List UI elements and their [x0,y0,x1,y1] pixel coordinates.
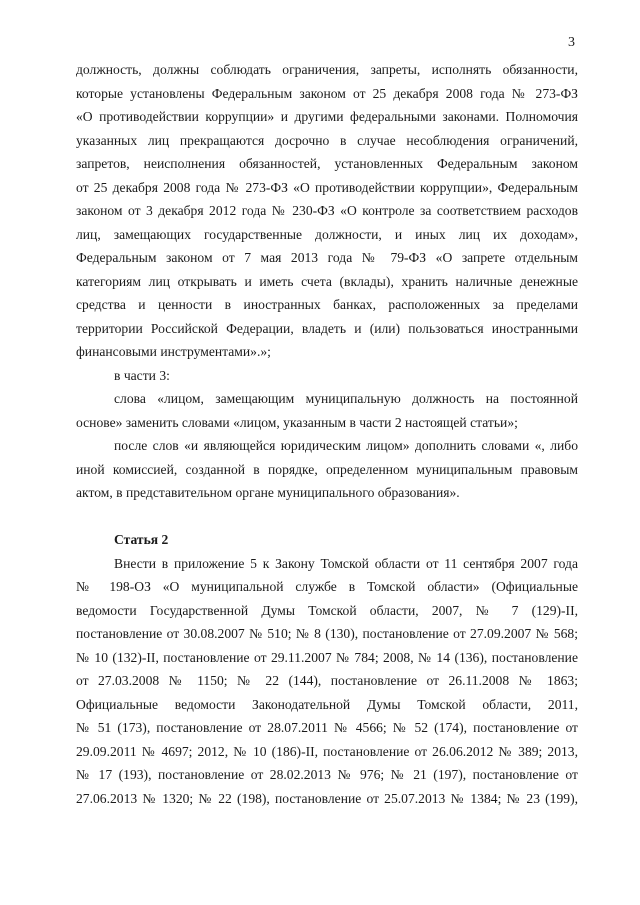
text-line: которые установлены Федеральным законом от 25 декабря 2008 года № 273-ФЗ [76,85,578,101]
text-line: № 17 (193), постановление от 28.02.2013 № 976; № 21 (197), постановление от [76,767,578,782]
text-line: должность, должны соблюдать ограничения, запреты, исполнять обязанности, [76,62,578,77]
text-line: от 25 декабря 2008 года № 273-ФЗ «О противодействии коррупции», Федеральным [76,179,578,195]
text-line: иной комиссией, созданной в порядке, определенном муниципальным правовым [76,461,578,477]
text-line: № 198-ОЗ «О муниципальной службе в Томской области» (Официальные [76,579,578,594]
text-line: Федеральным законом от 7 мая 2013 года № 79-ФЗ «О запрете отдельным [76,250,578,265]
text-line: слова «лицом, замещающим муниципальную должность на постоянной [114,391,578,406]
text-line: лиц, замещающих государственные должности, и иных лиц их доходам», [76,226,578,242]
text-line: средства и ценности в иностранных банках, расположенных за пределами [76,297,578,312]
text-line: запретов, неисполнения обязанностей, установленных Федеральным законом [76,156,578,171]
text-line: категориям лиц открывать и иметь счета (вклады), хранить наличные денежные [76,273,578,289]
text-line: в части 3: [114,367,170,383]
text-line: территории Российской Федерации, владеть и (или) пользоваться иностранными [76,320,578,336]
text-line: законом от 3 декабря 2012 года № 230-ФЗ «О контроле за соответствием расходов [76,203,578,218]
text-line: ведомости Государственной Думы Томской области, 2007, № 7 (129)-II, [76,602,578,618]
text-line: № 10 (132)-II, постановление от 29.11.2007 № 784; 2008, № 14 (136), постановление [76,649,578,665]
document-body [76,58,578,810]
text-line: указанных лиц прекращаются досрочно в случае несоблюдения ограничений, [76,132,578,148]
text-line: Внести в приложение 5 к Закону Томской области от 11 сентября 2007 года [114,555,578,571]
text-line: финансовыми инструментами».»; [76,344,271,359]
text-line: актом, в представительном органе муниципального образования». [76,485,460,500]
text-line: 27.06.2013 № 1320; № 22 (198), постановление от 25.07.2013 № 1384; № 23 (199), [76,790,578,806]
text-line: 29.09.2011 № 4697; 2012, № 10 (186)-II, постановление от 26.06.2012 № 389; 2013, [76,743,578,759]
article-1-continuation [76,58,578,505]
text-line: «О противодействии коррупции» и другими федеральными законами. Полномочия [76,109,578,124]
text-line: постановление от 30.08.2007 № 510; № 8 (130), постановление от 27.09.2007 № 568; [76,626,578,641]
paragraph-gap [76,505,578,529]
text-line: Официальные ведомости Законодательной Думы Томской области, 2011, [76,696,578,712]
text-line: от 27.03.2008 № 1150; № 22 (144), постановление от 26.11.2008 № 1863; [76,673,578,688]
page-number: 3 [568,35,575,50]
text-line: № 51 (173), постановление от 28.07.2011 № 4566; № 52 (174), постановление от [76,720,578,735]
text-line: основе» заменить словами «лицом, указанным в части 2 настоящей статьи»; [76,414,518,430]
article-2-heading: Статья 2 [114,532,169,547]
text-line: после слов «и являющейся юридическим лицом» дополнить словами «, либо [114,438,578,453]
article-2-body [76,552,578,811]
